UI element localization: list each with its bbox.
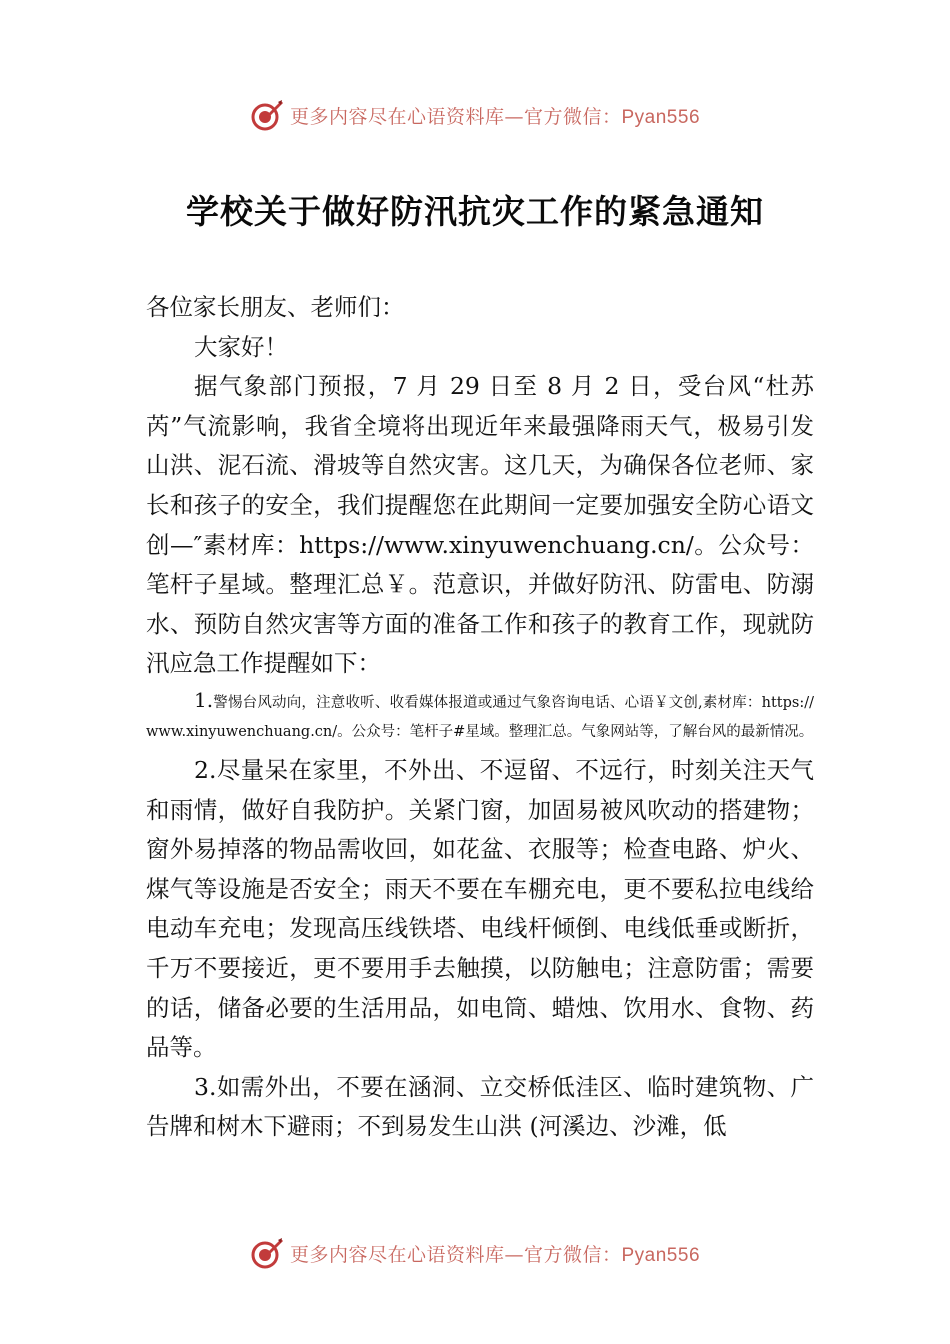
quill-pen-seal-icon — [250, 98, 284, 132]
list-item-1-number: 1. — [194, 687, 214, 712]
footer-banner-wechat-id: Pyan556 — [621, 1244, 701, 1266]
header-banner-text — [290, 102, 700, 129]
quill-pen-seal-icon — [250, 1236, 284, 1270]
salutation: 各位家长朋友、老师们： — [146, 293, 405, 321]
list-item-1 — [146, 686, 814, 747]
header-banner-wechat-id: Pyan556 — [621, 106, 701, 128]
footer-banner-content — [250, 1236, 700, 1270]
paragraph-forecast: 据气象部门预报，7 月 29 日至 8 月 2 日，受台风“杜苏芮”气流影响，我省全境将出现近年来最强降雨天气，极易引发山洪、泥石流、滑坡等自然灾害。这几天，为确保各位老师、家长和孩子的安全，我们提醒您在此期间一定要加强安全防心语文创—″素材库：https://www.xinyuwenchuang.cn/。公众号：笔杆子星域。整理汇总￥。范意识，并做好防汛、防雷电、防溺水、预防自然灾害等方面的准备工作和孩子的教育工作，现就防汛应急工作提醒如下： — [146, 372, 814, 678]
list-item-2: 2.尽量呆在家里，不外出、不逗留、不远行，时刻关注天气和雨情，做好自我防护。关紧门窗，加固易被风吹动的搭建物；窗外易掉落的物品需收回，如花盆、衣服等；检查电路、炉火、煤气等设施是否安全；雨天不要在车棚充电，更不要私拉电线给电动车充电；发现高压线铁塔、电线杆倾倒、电线低垂或断折，千万不要接近，更不要用手去触摸，以防触电；注意防雷；需要的话，储备必要的生活用品，如电筒、蜡烛、饮用水、食物、药品等。 — [146, 755, 814, 1062]
greeting: 大家好！ — [194, 332, 288, 361]
header-banner-content — [250, 98, 700, 132]
document-title: 学校关于做好防汛抗灾工作的紧急通知 — [186, 192, 764, 231]
list-item-3: 3.如需外出，不要在涵洞、立交桥低洼区、临时建筑物、广告牌和树木下避雨；不到易发生山洪 (河溪边、沙滩，低 — [146, 1072, 814, 1141]
header-banner-text-cn: 更多内容尽在心语资料库—官方微信： — [289, 105, 622, 128]
list-item-1-text: 警惕台风动向，注意收听、收看媒体报道或通过气象咨询电话、心语￥文创,素材库：https://www.xinyuwenchuang.cn/。公众号：笔杆子#星域。整理汇总。气象网站等，了解台风的最新情况。 — [146, 694, 814, 740]
document-body — [146, 288, 814, 1147]
footer-banner-text-cn: 更多内容尽在心语资料库—官方微信： — [289, 1243, 622, 1266]
footer-banner-text — [290, 1240, 700, 1267]
footer-banner — [0, 1233, 950, 1273]
header-banner — [0, 95, 950, 135]
